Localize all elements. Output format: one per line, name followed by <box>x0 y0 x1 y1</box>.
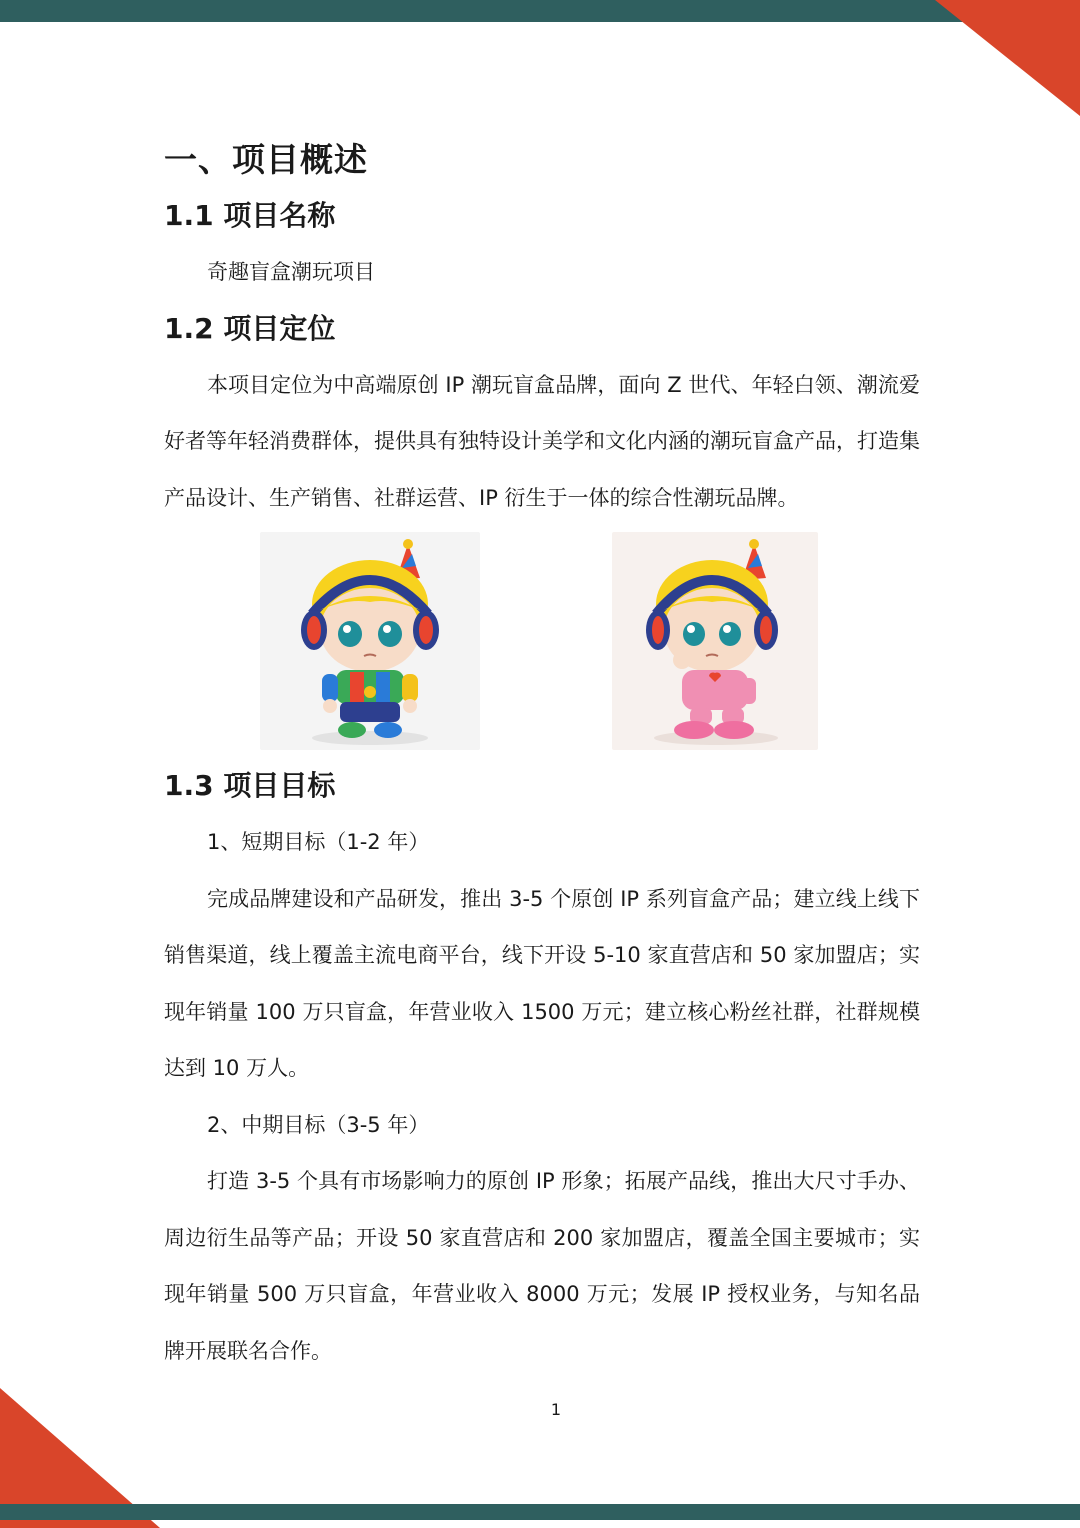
short-term-goal-title: 1、短期目标（1-2 年） <box>207 830 430 854</box>
top-decorative-band <box>0 0 1080 22</box>
top-right-corner-triangle <box>935 0 1080 116</box>
heading-project-positioning: 1.2 项目定位 <box>164 311 336 345</box>
standing-toy-figure-image <box>260 532 480 750</box>
page-number: 1 <box>550 1400 562 1419</box>
project-name-text: 奇趣盲盒潮玩项目 <box>207 260 375 284</box>
figure-row <box>164 526 920 758</box>
sitting-toy-figure-image <box>612 532 818 750</box>
bottom-decorative-band <box>0 1504 1080 1520</box>
page-content <box>164 132 920 1379</box>
project-positioning-text: 本项目定位为中高端原创 IP 潮玩盲盒品牌，面向 Z 世代、年轻白领、潮流爱好者等年轻消费群体，提供具有独特设计美学和文化内涵的潮玩盲盒产品，打造集产品设计、生产销售、社群运营、IP 衍生于一体的综合性潮玩品牌。 <box>164 372 920 510</box>
heading-project-name: 1.1 项目名称 <box>164 199 336 232</box>
section-title: 一、项目概述 <box>164 140 368 179</box>
mid-term-goal-text: 打造 3-5 个具有市场影响力的原创 IP 形象；拓展产品线，推出大尺寸手办、周边衍生品等产品；开设 50 家直营店和 200 家加盟店，覆盖全国主要城市；实现年销量 500 万只盲盒，年营业收入 8000 万元；发展 IP 授权业务，与知名品牌开展联名合作。 <box>164 1169 920 1363</box>
short-term-goal-text: 完成品牌建设和产品研发，推出 3-5 个原创 IP 系列盲盒产品；建立线上线下销售渠道，线上覆盖主流电商平台，线下开设 5-10 家直营店和 50 家加盟店；实现年销量 100 万只盲盒，年营业收入 1500 万元；建立核心粉丝社群，社群规模达到 10 万人。 <box>164 886 920 1080</box>
mid-term-goal-title: 2、中期目标（3-5 年） <box>207 1112 430 1137</box>
heading-project-goals: 1.3 项目目标 <box>164 769 336 802</box>
